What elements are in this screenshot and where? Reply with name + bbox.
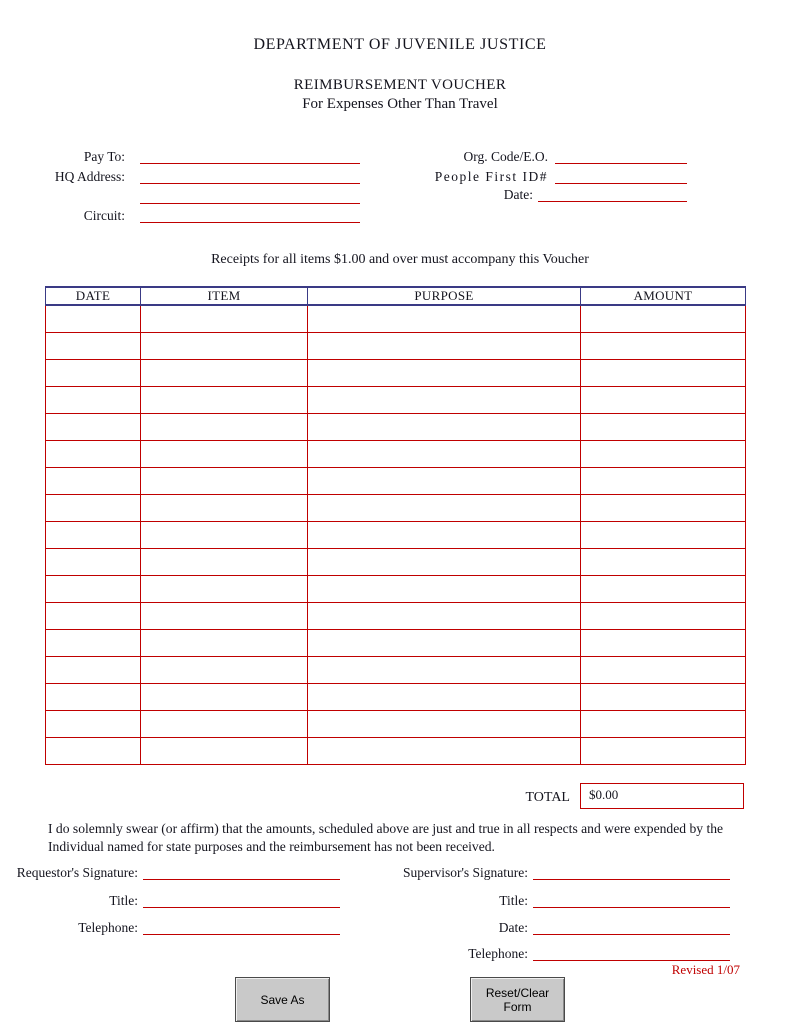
expense-cell-purpose[interactable]: [308, 494, 581, 521]
expense-row: [46, 575, 746, 602]
expense-cell-item[interactable]: [141, 305, 308, 332]
form-title: REIMBURSEMENT VOUCHER: [293, 77, 507, 93]
supervisor-telephone-label: Telephone:: [468, 946, 528, 961]
expense-table-body: [46, 305, 746, 764]
total-amount-value: $0.00: [589, 787, 619, 802]
receipts-note: Receipts for all items $1.00 and over must accompany this Voucher: [211, 252, 589, 267]
expense-row: [46, 683, 746, 710]
expense-cell-date[interactable]: [46, 332, 141, 359]
expense-cell-date[interactable]: [46, 629, 141, 656]
people-first-id-input[interactable]: [555, 168, 687, 184]
total-label: TOTAL: [525, 790, 570, 805]
supervisor-signature-input[interactable]: [533, 864, 730, 880]
department-title: DEPARTMENT OF JUVENILE JUSTICE: [253, 36, 547, 53]
expense-cell-purpose[interactable]: [308, 629, 581, 656]
requestor-telephone-label: Telephone:: [78, 920, 138, 935]
hq-address-input-1[interactable]: [140, 168, 360, 184]
expense-cell-amount[interactable]: [581, 548, 746, 575]
expense-row: [46, 710, 746, 737]
form-subtitle: For Expenses Other Than Travel: [302, 96, 498, 112]
pay-to-input[interactable]: [140, 148, 360, 164]
expense-cell-purpose[interactable]: [308, 710, 581, 737]
org-code-input[interactable]: [555, 148, 687, 164]
expense-row: [46, 332, 746, 359]
expense-cell-date[interactable]: [46, 575, 141, 602]
expense-cell-date[interactable]: [46, 413, 141, 440]
expense-cell-date[interactable]: [46, 656, 141, 683]
expense-cell-date[interactable]: [46, 386, 141, 413]
expense-cell-purpose[interactable]: [308, 521, 581, 548]
expense-row: [46, 521, 746, 548]
date-input[interactable]: [538, 186, 687, 202]
expense-cell-item[interactable]: [141, 602, 308, 629]
expense-cell-amount[interactable]: [581, 737, 746, 764]
expense-cell-amount[interactable]: [581, 521, 746, 548]
expense-cell-item[interactable]: [141, 683, 308, 710]
expense-header-amount: AMOUNT: [581, 287, 746, 305]
expense-cell-amount[interactable]: [581, 467, 746, 494]
expense-row: [46, 602, 746, 629]
expense-cell-purpose[interactable]: [308, 737, 581, 764]
hq-address-label: HQ Address:: [54, 169, 125, 184]
expense-cell-purpose[interactable]: [308, 305, 581, 332]
expense-cell-date[interactable]: [46, 359, 141, 386]
expense-cell-date[interactable]: [46, 494, 141, 521]
expense-cell-purpose[interactable]: [308, 413, 581, 440]
expense-row: [46, 359, 746, 386]
expense-cell-date[interactable]: [46, 440, 141, 467]
expense-cell-purpose[interactable]: [308, 332, 581, 359]
supervisor-date-input[interactable]: [533, 919, 730, 935]
expense-row: [46, 386, 746, 413]
expense-cell-amount[interactable]: [581, 602, 746, 629]
requestor-signature-input[interactable]: [143, 864, 340, 880]
expense-cell-item[interactable]: [141, 467, 308, 494]
expense-cell-date[interactable]: [46, 710, 141, 737]
requestor-title-input[interactable]: [143, 892, 340, 908]
expense-cell-purpose[interactable]: [308, 386, 581, 413]
expense-cell-amount[interactable]: [581, 683, 746, 710]
expense-cell-purpose[interactable]: [308, 359, 581, 386]
expense-cell-date[interactable]: [46, 521, 141, 548]
expense-row: [46, 548, 746, 575]
expense-cell-item[interactable]: [141, 629, 308, 656]
pay-to-label: Pay To:: [83, 149, 125, 164]
expense-cell-amount[interactable]: [581, 629, 746, 656]
supervisor-signature-label: Supervisor's Signature:: [402, 865, 528, 880]
supervisor-date-label: Date:: [498, 920, 528, 935]
expense-cell-item[interactable]: [141, 332, 308, 359]
expense-cell-date[interactable]: [46, 548, 141, 575]
expense-row: [46, 629, 746, 656]
expense-cell-amount[interactable]: [581, 359, 746, 386]
expense-cell-date[interactable]: [46, 683, 141, 710]
expense-table: [45, 286, 746, 765]
supervisor-title-input[interactable]: [533, 892, 730, 908]
expense-row: [46, 656, 746, 683]
expense-cell-purpose[interactable]: [308, 548, 581, 575]
total-amount-field: [580, 783, 744, 809]
save-as-button[interactable]: Save As: [235, 977, 330, 1022]
expense-cell-item[interactable]: [141, 737, 308, 764]
revised-note: Revised 1/07: [671, 962, 740, 977]
expense-cell-item[interactable]: [141, 440, 308, 467]
requestor-title-label: Title:: [109, 893, 138, 908]
expense-cell-item[interactable]: [141, 575, 308, 602]
expense-cell-date[interactable]: [46, 602, 141, 629]
people-first-id-label: People First ID#: [434, 169, 548, 184]
expense-cell-item[interactable]: [141, 710, 308, 737]
expense-cell-purpose[interactable]: [308, 440, 581, 467]
requestor-telephone-input[interactable]: [143, 919, 340, 935]
expense-cell-amount[interactable]: [581, 494, 746, 521]
expense-cell-amount[interactable]: [581, 440, 746, 467]
expense-table-header-row: [46, 287, 746, 305]
expense-row: [46, 737, 746, 764]
expense-cell-item[interactable]: [141, 494, 308, 521]
expense-cell-item[interactable]: [141, 548, 308, 575]
expense-cell-amount[interactable]: [581, 305, 746, 332]
org-code-label: Org. Code/E.O.: [463, 149, 548, 164]
expense-cell-item[interactable]: [141, 359, 308, 386]
oath-line-1: I do solemnly swear (or affirm) that the amounts, scheduled above are just and true in all respects and were expended by the: [48, 821, 724, 836]
oath-line-2: Individual named for state purposes and the reimbursement has not been received.: [48, 839, 495, 854]
expense-cell-date[interactable]: [46, 737, 141, 764]
expense-header-purpose: PURPOSE: [308, 287, 581, 305]
circuit-label: Circuit:: [83, 208, 125, 223]
expense-row: [46, 305, 746, 332]
expense-header-item: ITEM: [141, 287, 308, 305]
expense-cell-item[interactable]: [141, 521, 308, 548]
expense-cell-purpose[interactable]: [308, 656, 581, 683]
expense-cell-date[interactable]: [46, 467, 141, 494]
expense-header-date: DATE: [46, 287, 141, 305]
expense-cell-amount[interactable]: [581, 413, 746, 440]
expense-cell-purpose[interactable]: [308, 602, 581, 629]
expense-row: [46, 494, 746, 521]
expense-cell-purpose[interactable]: [308, 575, 581, 602]
requestor-signature-label: Requestor's Signature:: [16, 865, 138, 880]
expense-cell-amount[interactable]: [581, 386, 746, 413]
expense-cell-date[interactable]: [46, 305, 141, 332]
expense-cell-purpose[interactable]: [308, 683, 581, 710]
expense-row: [46, 413, 746, 440]
hq-address-input-2[interactable]: [140, 188, 360, 204]
circuit-input[interactable]: [140, 207, 360, 223]
expense-cell-item[interactable]: [141, 413, 308, 440]
expense-cell-purpose[interactable]: [308, 467, 581, 494]
expense-cell-item[interactable]: [141, 386, 308, 413]
expense-row: [46, 440, 746, 467]
expense-cell-amount[interactable]: [581, 575, 746, 602]
reset-clear-form-button[interactable]: Reset/Clear Form: [470, 977, 565, 1022]
supervisor-title-label: Title:: [499, 893, 528, 908]
expense-cell-amount[interactable]: [581, 710, 746, 737]
expense-cell-amount[interactable]: [581, 656, 746, 683]
expense-row: [46, 467, 746, 494]
expense-cell-amount[interactable]: [581, 332, 746, 359]
expense-cell-item[interactable]: [141, 656, 308, 683]
date-label: Date:: [503, 187, 533, 202]
supervisor-telephone-input[interactable]: [533, 945, 730, 961]
